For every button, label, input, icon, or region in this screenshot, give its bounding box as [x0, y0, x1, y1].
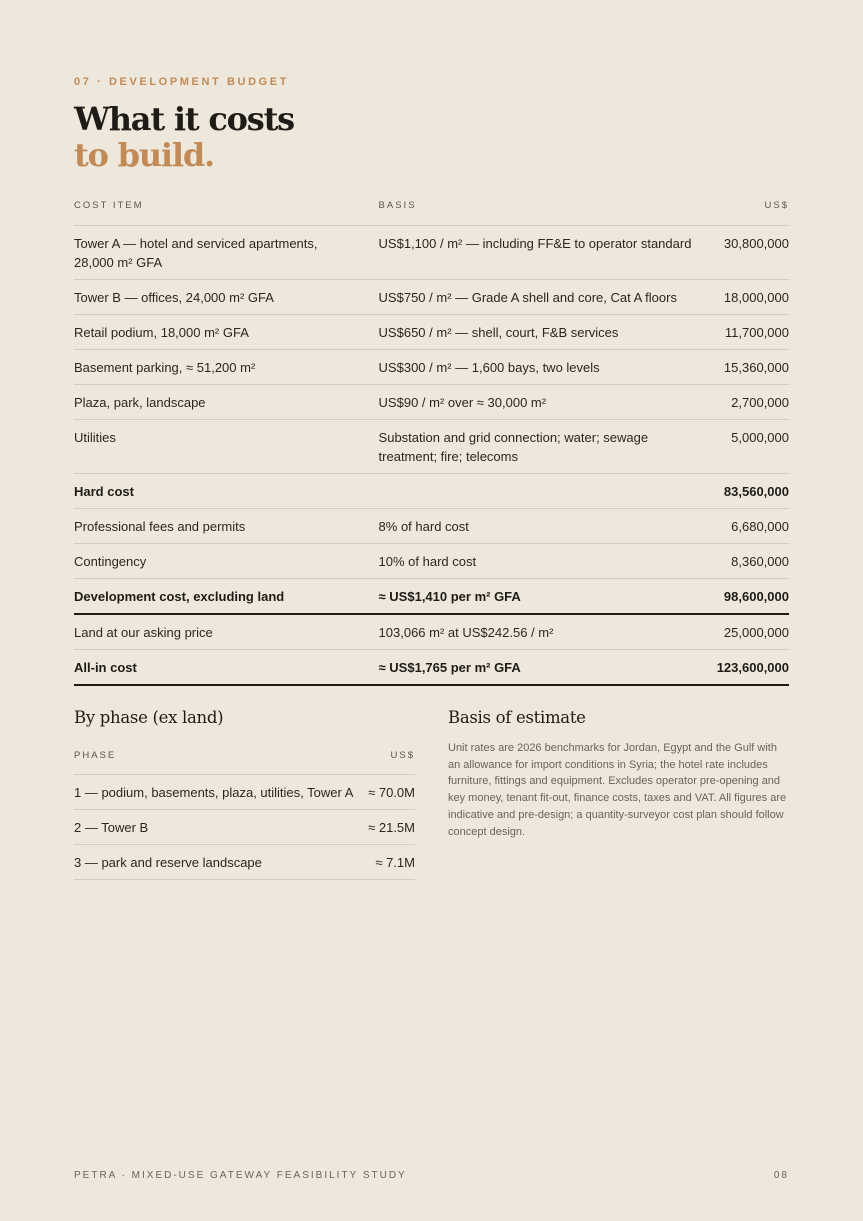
subtotal-row-hard-cost: [74, 474, 789, 509]
column-header-usd: US$: [717, 196, 789, 226]
phase-cell: 3 — park and reserve landscape: [74, 845, 364, 880]
total-row-all-in-cost: [74, 650, 789, 686]
page-title: [74, 101, 294, 173]
amount-cell: 8,360,000: [717, 544, 789, 579]
phase-cell: 2 — Tower B: [74, 810, 364, 845]
budget-header-row: [74, 196, 789, 226]
cost-item-cell: Utilities: [74, 420, 379, 474]
table-row: [74, 385, 789, 420]
cost-item-cell: All-in cost: [74, 650, 379, 686]
budget-table: [74, 196, 789, 686]
basis-cell: US$750 / m² — Grade A shell and core, Cat A floors: [379, 280, 717, 315]
amount-cell: 6,680,000: [717, 509, 789, 544]
basis-cell: 103,066 m² at US$242.56 / m²: [379, 614, 717, 650]
table-row: [74, 544, 789, 579]
amount-cell: 123,600,000: [717, 650, 789, 686]
basis-cell: [379, 474, 717, 509]
amount-cell: 25,000,000: [717, 614, 789, 650]
basis-cell: US$300 / m² — 1,600 bays, two levels: [379, 350, 717, 385]
cost-item-cell: Hard cost: [74, 474, 379, 509]
cost-item-cell: Professional fees and permits: [74, 509, 379, 544]
basis-cell: ≈ US$1,410 per m² GFA: [379, 579, 717, 615]
basis-cell: Substation and grid connection; water; sewage treatment; fire; telecoms: [379, 420, 717, 474]
amount-cell: 83,560,000: [717, 474, 789, 509]
basis-cell: 10% of hard cost: [379, 544, 717, 579]
table-row: [74, 350, 789, 385]
subtotal-row-development-cost: [74, 579, 789, 615]
basis-cell: 8% of hard cost: [379, 509, 717, 544]
page-number: 08: [773, 1170, 789, 1181]
basis-cell: US$90 / m² over ≈ 30,000 m²: [379, 385, 717, 420]
table-row: [74, 614, 789, 650]
amount-cell: ≈ 7.1M: [364, 845, 415, 880]
table-row: [74, 509, 789, 544]
title-line-2: to build.: [74, 136, 214, 174]
table-row: [74, 775, 415, 810]
footer-study-title: PETRA · MIXED-USE GATEWAY FEASIBILITY STUDY: [74, 1170, 407, 1181]
cost-item-cell: Contingency: [74, 544, 379, 579]
amount-cell: 2,700,000: [717, 385, 789, 420]
section-eyebrow: 07 · DEVELOPMENT BUDGET: [74, 76, 290, 88]
amount-cell: 98,600,000: [717, 579, 789, 615]
phase-heading: By phase (ex land): [74, 708, 224, 727]
table-row: [74, 845, 415, 880]
amount-cell: ≈ 21.5M: [364, 810, 415, 845]
title-line-1: What it costs: [74, 100, 294, 138]
amount-cell: 18,000,000: [717, 280, 789, 315]
table-row: [74, 315, 789, 350]
cost-item-cell: Tower B — offices, 24,000 m² GFA: [74, 280, 379, 315]
basis-cell: ≈ US$1,765 per m² GFA: [379, 650, 717, 686]
cost-item-cell: Retail podium, 18,000 m² GFA: [74, 315, 379, 350]
cost-item-cell: Land at our asking price: [74, 614, 379, 650]
phase-cell: 1 — podium, basements, plaza, utilities, Tower A: [74, 775, 364, 810]
column-header-basis: BASIS: [379, 196, 717, 226]
basis-cell: US$1,100 / m² — including FF&E to operator standard: [379, 226, 717, 280]
cost-item-cell: Development cost, excluding land: [74, 579, 379, 615]
column-header-cost-item: COST ITEM: [74, 196, 379, 226]
basis-cell: US$650 / m² — shell, court, F&B services: [379, 315, 717, 350]
table-row: [74, 420, 789, 474]
cost-item-cell: Plaza, park, landscape: [74, 385, 379, 420]
table-row: [74, 226, 789, 280]
amount-cell: ≈ 70.0M: [364, 775, 415, 810]
cost-item-cell: Tower A — hotel and serviced apartments, 28,000 m² GFA: [74, 226, 379, 280]
table-row: [74, 810, 415, 845]
basis-paragraph: Unit rates are 2026 benchmarks for Jordan, Egypt and the Gulf with an allowance for import conditions in Syria; the hotel rate includes furniture, fittings and equipment. Excludes operator pre-opening and key money, tenant fit-out, finance costs, taxes and VAT. All figures are indicative and pre-design; a quantity-surveyor cost plan should follow concept design.: [448, 742, 787, 838]
amount-cell: 5,000,000: [717, 420, 789, 474]
amount-cell: 11,700,000: [717, 315, 789, 350]
amount-cell: 15,360,000: [717, 350, 789, 385]
column-header-usd: US$: [364, 744, 415, 775]
amount-cell: 30,800,000: [717, 226, 789, 280]
basis-heading: Basis of estimate: [448, 708, 586, 727]
cost-item-cell: Basement parking, ≈ 51,200 m²: [74, 350, 379, 385]
phase-table: [74, 744, 415, 880]
phase-header-row: [74, 744, 415, 775]
column-header-phase: PHASE: [74, 744, 364, 775]
table-row: [74, 280, 789, 315]
